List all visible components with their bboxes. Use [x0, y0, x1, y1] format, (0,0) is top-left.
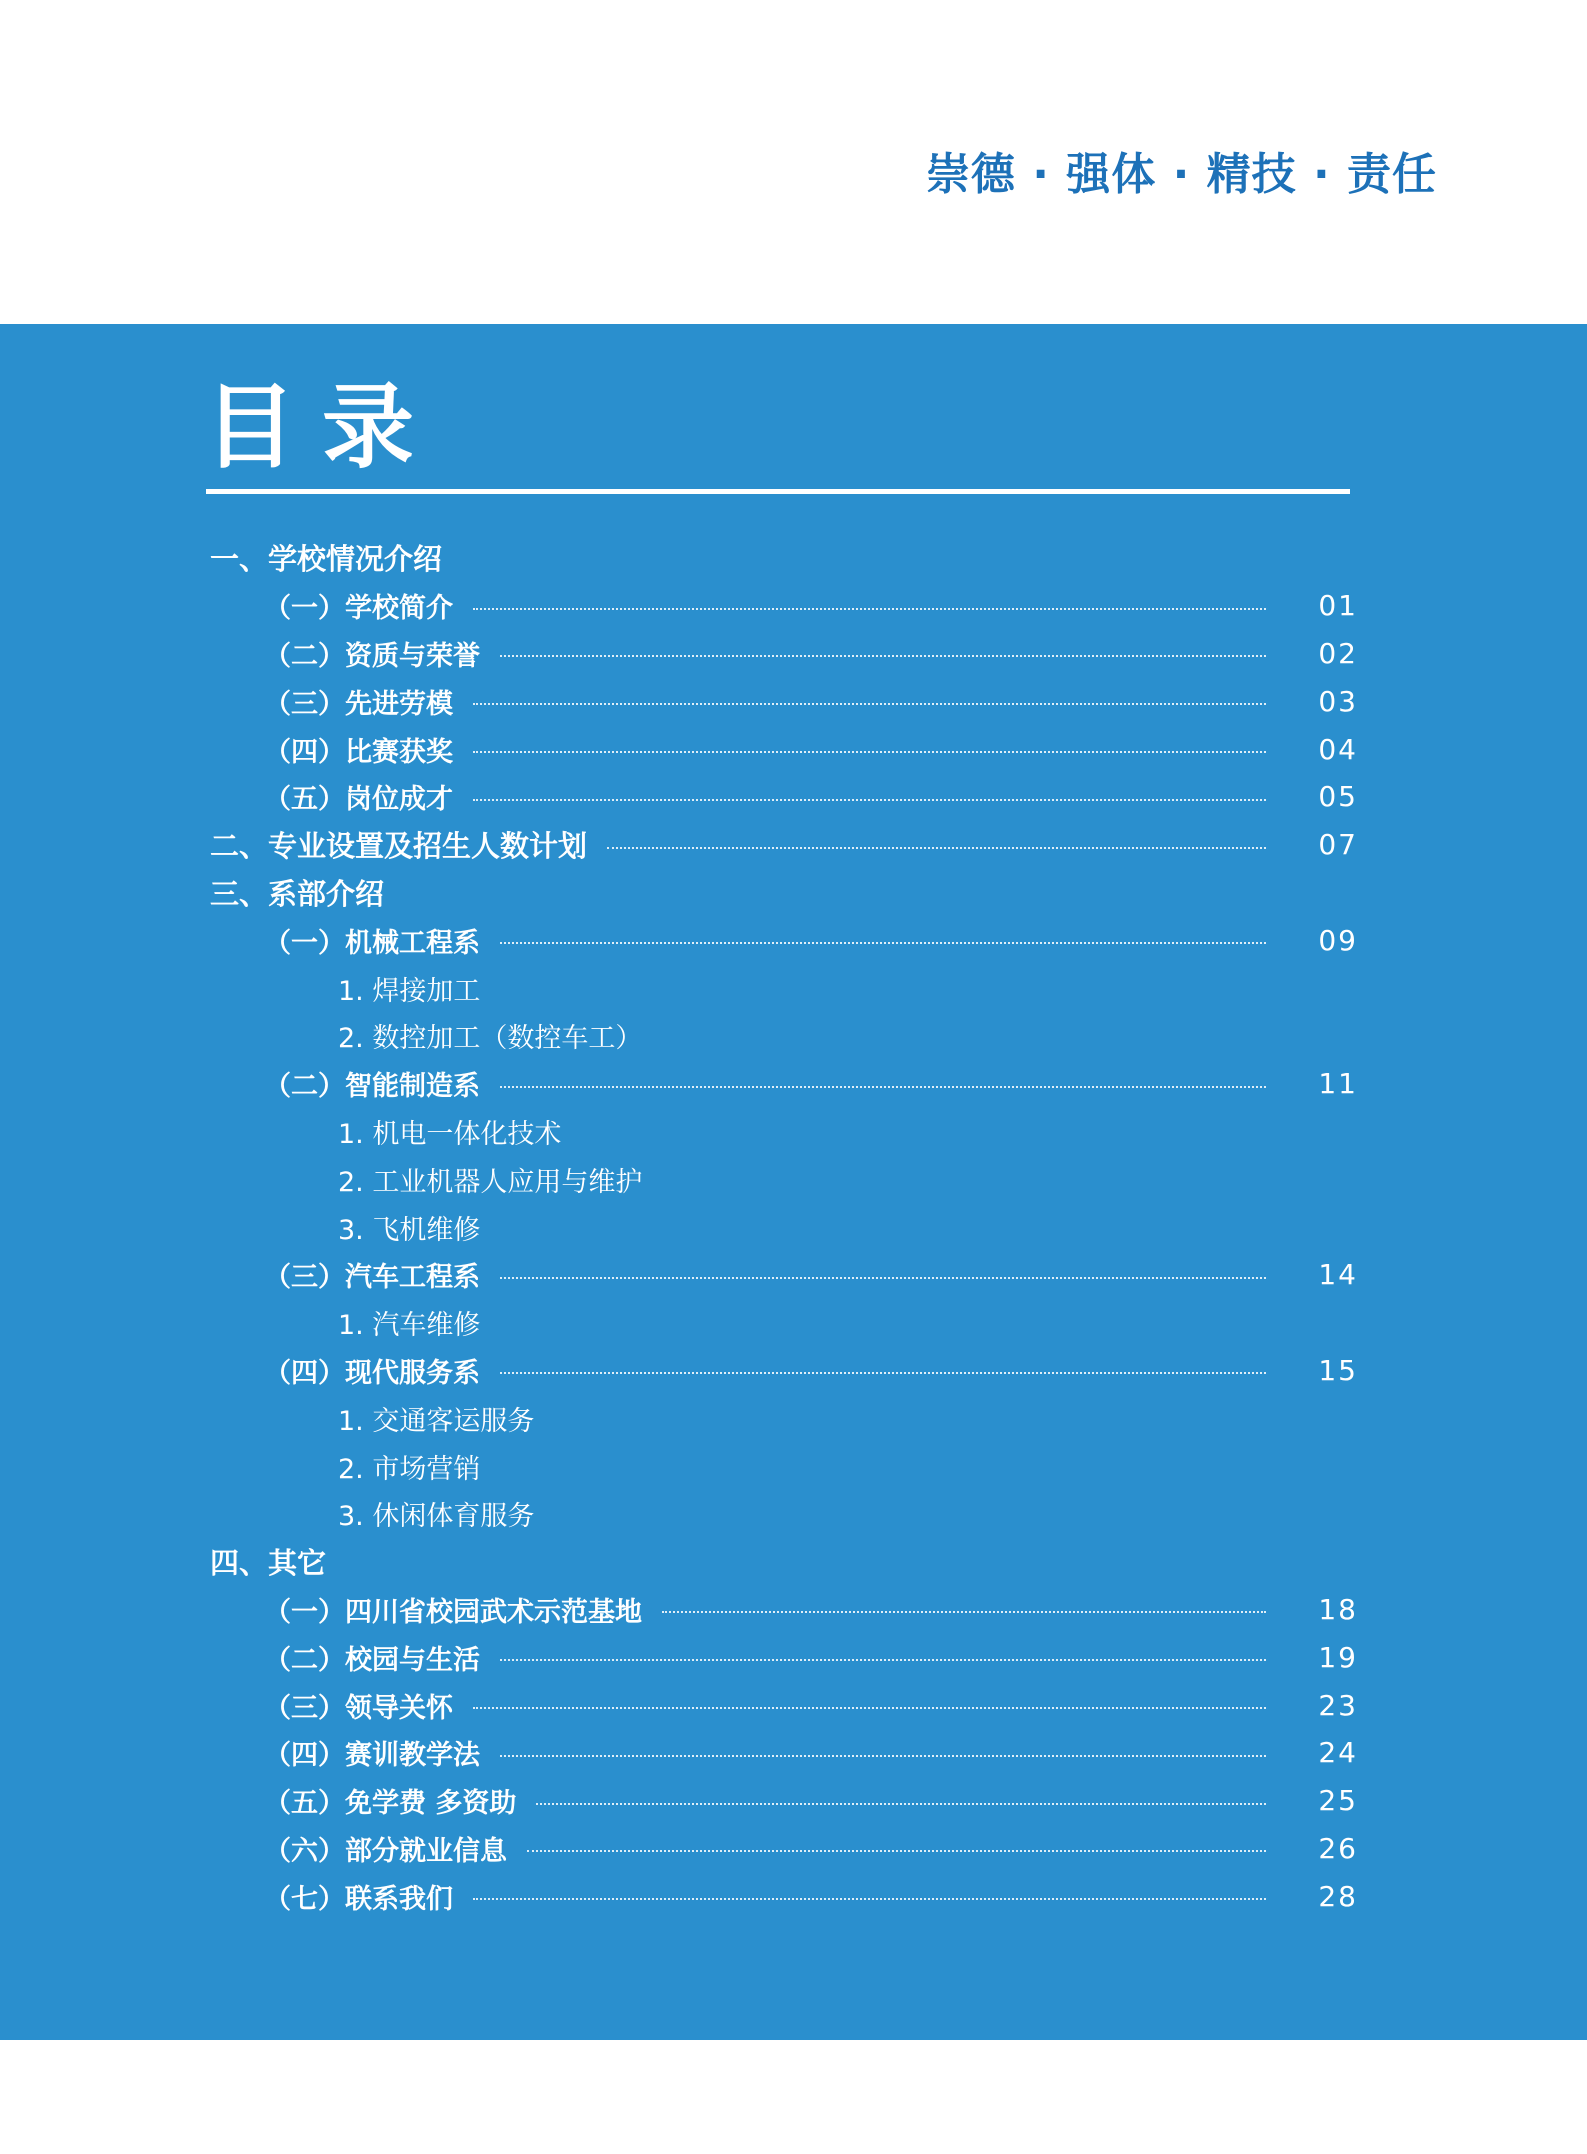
toc-entry-title: 1. 焊接加工: [338, 975, 481, 1007]
toc-page-number: 23: [1318, 1688, 1358, 1722]
toc-entry-title: 2. 工业机器人应用与维护: [338, 1166, 643, 1198]
toc-entry[interactable]: [210, 582, 1358, 630]
toc-entry[interactable]: [210, 534, 1358, 582]
toc-entry-title: （五）岗位成才: [264, 784, 453, 816]
toc-page-number: 25: [1318, 1784, 1358, 1818]
toc-page-number: 28: [1318, 1879, 1358, 1913]
toc-entry-title: 二、专业设置及招生人数计划: [210, 829, 588, 864]
toc-page-number: 15: [1318, 1353, 1358, 1387]
dot-leader: [607, 847, 1266, 849]
toc-entry[interactable]: [210, 1060, 1358, 1108]
dot-leader: [500, 655, 1266, 657]
toc-entry-title: （四）比赛获奖: [264, 736, 453, 768]
toc-entry[interactable]: [210, 821, 1358, 869]
dot-leader: [662, 1611, 1266, 1613]
toc-page-number: 19: [1318, 1640, 1358, 1674]
toc-entry-title: 3. 休闲体育服务: [338, 1501, 535, 1533]
dot-leader: [473, 1898, 1266, 1900]
toc-page-number: 07: [1318, 828, 1358, 862]
toc-entry[interactable]: [210, 916, 1358, 964]
toc-entry-title: （三）先进劳模: [264, 688, 453, 720]
toc-entry-title: （七）联系我们: [264, 1883, 453, 1915]
toc-page-number: 04: [1318, 732, 1358, 766]
toc-entry[interactable]: [210, 1633, 1358, 1681]
toc-entry-title: 2. 数控加工（数控车工）: [338, 1023, 643, 1055]
toc-entry-title: （一）机械工程系: [264, 927, 480, 959]
toc-entry[interactable]: [210, 869, 1358, 917]
dot-leader: [500, 1659, 1266, 1661]
toc-entry-title: 1. 交通客运服务: [338, 1405, 535, 1437]
toc-entry-title: 三、系部介绍: [210, 876, 385, 911]
toc-entry[interactable]: [210, 1490, 1358, 1538]
toc-entry-title: （二）资质与荣誉: [264, 640, 480, 672]
toc-entry[interactable]: [210, 1299, 1358, 1347]
toc-page-number: 18: [1318, 1592, 1358, 1626]
toc-entry-title: （三）领导关怀: [264, 1692, 453, 1724]
toc-entry-title: 3. 飞机维修: [338, 1214, 481, 1246]
toc-title: 目录: [204, 374, 441, 481]
toc-page-number: 26: [1318, 1831, 1358, 1865]
toc-page-number: 05: [1318, 780, 1358, 814]
toc-entry[interactable]: [210, 1872, 1358, 1920]
toc-page-number: 09: [1318, 923, 1358, 957]
toc-page-number: 02: [1318, 636, 1358, 670]
dot-leader: [536, 1803, 1266, 1805]
toc-entry[interactable]: [210, 773, 1358, 821]
toc-entry-title: （三）汽车工程系: [264, 1262, 480, 1294]
toc-entry[interactable]: [210, 725, 1358, 773]
dot-leader: [473, 751, 1266, 753]
toc-entry-title: （一）学校简介: [264, 593, 453, 625]
toc-page-number: 14: [1318, 1258, 1358, 1292]
toc-entry[interactable]: [210, 964, 1358, 1012]
toc-entry[interactable]: [210, 1586, 1358, 1634]
toc-entry-title: 2. 市场营销: [338, 1453, 481, 1485]
dot-leader: [473, 703, 1266, 705]
toc-entry[interactable]: [210, 1442, 1358, 1490]
toc-entry-title: （二）校园与生活: [264, 1644, 480, 1676]
table-of-contents: [210, 534, 1358, 1920]
toc-entry-title: 1. 机电一体化技术: [338, 1118, 562, 1150]
toc-page-number: 11: [1318, 1067, 1358, 1101]
dot-leader: [500, 1372, 1266, 1374]
toc-page-number: 03: [1318, 684, 1358, 718]
dot-leader: [500, 1277, 1266, 1279]
toc-entry[interactable]: [210, 1155, 1358, 1203]
toc-page-number: 01: [1318, 589, 1358, 623]
dot-leader: [473, 608, 1266, 610]
toc-entry-title: （六）部分就业信息: [264, 1835, 507, 1867]
toc-entry[interactable]: [210, 1729, 1358, 1777]
toc-entry-title: （四）赛训教学法: [264, 1740, 480, 1772]
toc-entry[interactable]: [210, 1251, 1358, 1299]
toc-entry-title: （五）免学费 多资助: [264, 1788, 517, 1820]
toc-entry[interactable]: [210, 1825, 1358, 1873]
title-underline: [206, 489, 1350, 494]
toc-entry-title: 一、学校情况介绍: [210, 542, 443, 577]
toc-entry[interactable]: [210, 1777, 1358, 1825]
toc-entry[interactable]: [210, 1012, 1358, 1060]
toc-entry[interactable]: [210, 1681, 1358, 1729]
school-motto: 崇德 · 强体 · 精技 · 责任: [925, 149, 1437, 200]
dot-leader: [500, 1755, 1266, 1757]
toc-entry[interactable]: [210, 1347, 1358, 1395]
dot-leader: [473, 799, 1266, 801]
toc-entry-title: 1. 汽车维修: [338, 1310, 481, 1342]
toc-entry[interactable]: [210, 1394, 1358, 1442]
toc-entry[interactable]: [210, 1538, 1358, 1586]
toc-page-number: 24: [1318, 1736, 1358, 1770]
dot-leader: [500, 942, 1266, 944]
toc-entry[interactable]: [210, 677, 1358, 725]
dot-leader: [473, 1707, 1266, 1709]
toc-entry-title: （一）四川省校园武术示范基地: [264, 1596, 642, 1628]
dot-leader: [500, 1086, 1266, 1088]
toc-entry[interactable]: [210, 630, 1358, 678]
toc-entry-title: （二）智能制造系: [264, 1071, 480, 1103]
toc-entry-title: （四）现代服务系: [264, 1357, 480, 1389]
toc-entry[interactable]: [210, 1108, 1358, 1156]
toc-entry-title: 四、其它: [210, 1546, 327, 1581]
toc-entry[interactable]: [210, 1203, 1358, 1251]
dot-leader: [527, 1850, 1266, 1852]
